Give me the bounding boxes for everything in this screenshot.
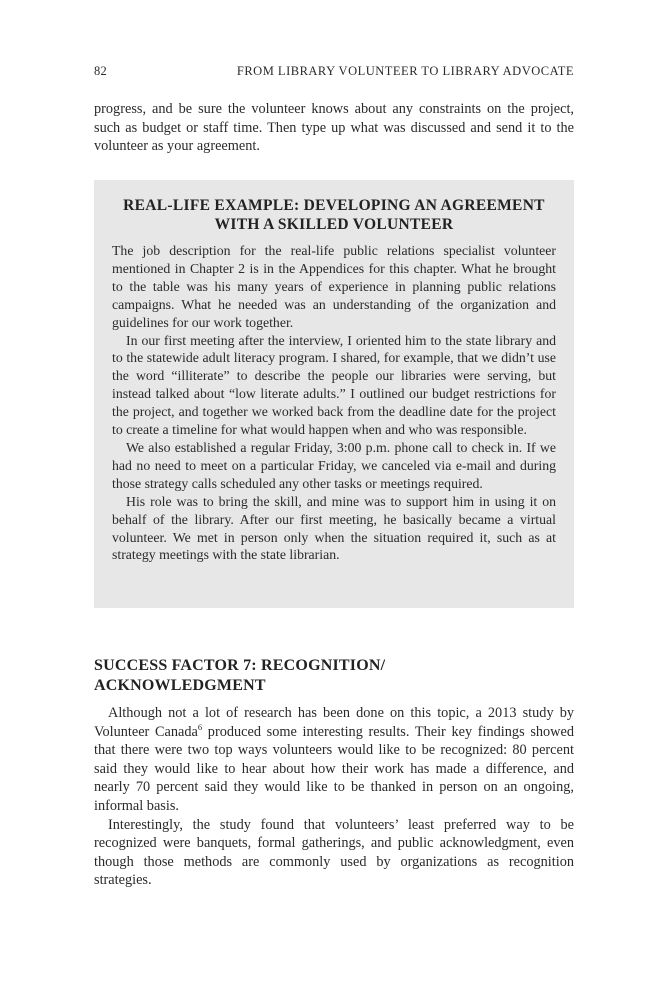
- sidebar-paragraph: His role was to bring the skill, and mine was to support him in using it on behalf of the library. After our first meeting, he basically became a virtual volunteer. We met in person only when the situation required it, such as at strategy meetings with the state librarian.: [112, 493, 556, 563]
- sidebar-title-line-1: REAL-LIFE EXAMPLE: DEVELOPING AN AGREEMENT: [123, 197, 545, 214]
- section-heading: [94, 656, 574, 696]
- real-life-example-sidebar: [94, 180, 574, 608]
- body-text: Although not a lot of research has been done on this topic, a 2013 study by Volunteer Canada: [94, 705, 574, 740]
- sidebar-paragraph: We also established a regular Friday, 3:00 p.m. phone call to check in. If we had no need to meet on a particular Friday, we canceled via e-mail and during those strategy calls scheduled any other tasks or meetings required.: [112, 439, 556, 491]
- section-heading-line-1: SUCCESS FACTOR 7: RECOGNITION/: [94, 657, 386, 674]
- sidebar-paragraph: In our first meeting after the interview, I oriented him to the state library and to the statewide adult literacy program. I shared, for example, that we didn’t use the word “illiterate” to describe the people our libraries were serving, but instead talked about “low literate adults.” I outlined our budget restrictions for the project, and together we worked back from the deadline date for the project to create a timeline for what would happen when and who was responsible.: [112, 332, 556, 438]
- running-head: [94, 64, 574, 82]
- body-paragraph-1: [94, 704, 574, 816]
- body-paragraph-2: Interestingly, the study found that volunteers’ least preferred way to be recognized were banquets, formal gatherings, and public acknowledgment, even though those methods are commonly used by organizations as recognition strategies.: [94, 816, 574, 889]
- section-heading-line-2: ACKNOWLEDGMENT: [94, 677, 266, 694]
- sidebar-title: [108, 196, 560, 234]
- body-text: produced some interesting results. Their key findings showed that there were two top ways volunteers would like to be recognized: 80 percent said they would like to hear about how their work has made a difference, and nearly 70 percent said they would like to be thanked in person on an ongoing, informal basis.: [94, 723, 574, 814]
- intro-paragraph: progress, and be sure the volunteer knows about any constraints on the project, such as budget or staff time. Then type up what was discussed and send it to the volunteer as your agreement.: [94, 101, 574, 155]
- section-body: [94, 704, 574, 890]
- page-number: 82: [94, 64, 107, 78]
- intro-text: [94, 100, 574, 156]
- sidebar-title-line-2: WITH A SKILLED VOLUNTEER: [214, 216, 454, 233]
- sidebar-body: [112, 242, 556, 564]
- sidebar-paragraph: The job description for the real-life public relations specialist volunteer mentioned in Chapter 2 is in the Appendices for this chapter. What he brought to the table was his many years of experience in planning public relations campaigns. What he needed was an understanding of the organization and guidelines for our work together.: [112, 243, 556, 330]
- footnote-reference[interactable]: 6: [197, 721, 203, 732]
- running-title: FROM LIBRARY VOLUNTEER TO LIBRARY ADVOCATE: [236, 64, 574, 78]
